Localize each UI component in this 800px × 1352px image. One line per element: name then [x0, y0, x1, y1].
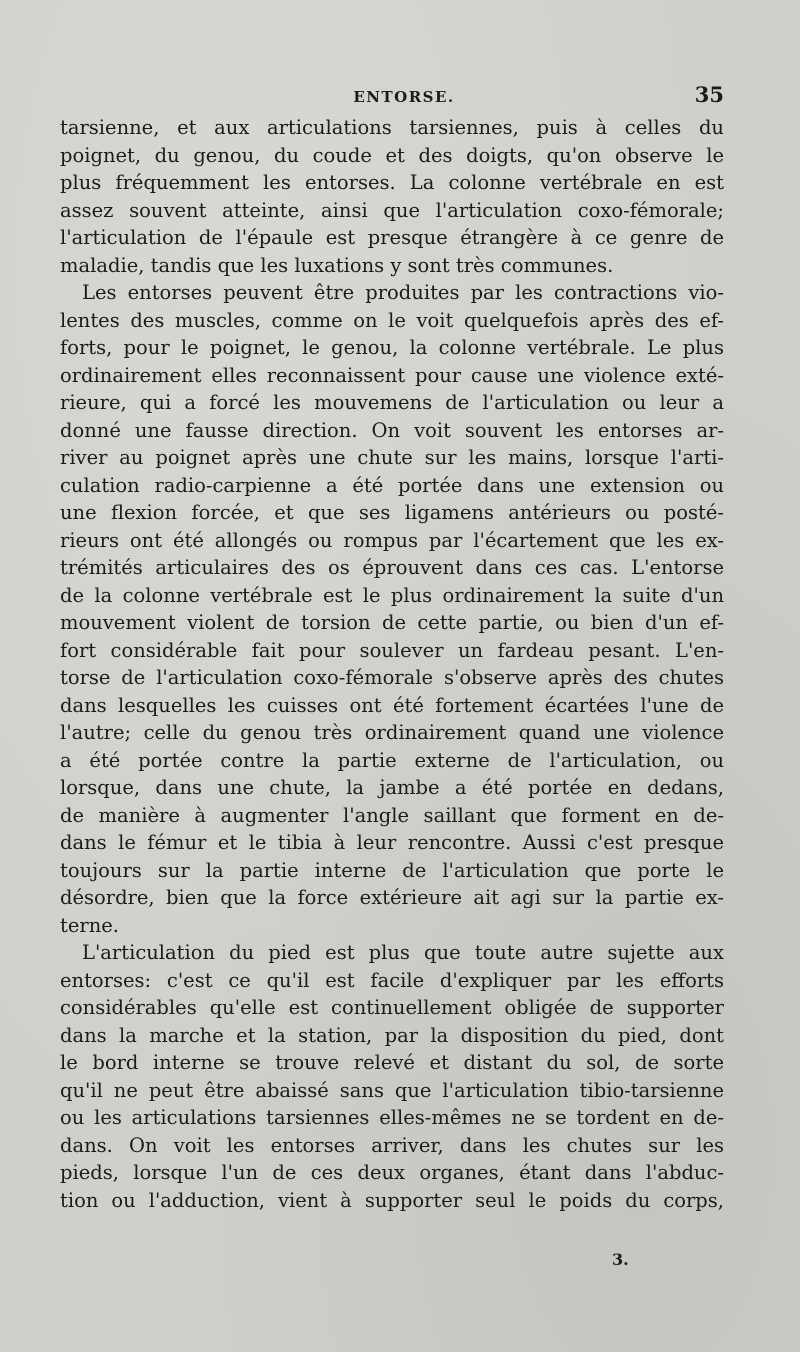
text-line: plus fréquemment les entorses. La colonne vertébrale en est	[60, 171, 724, 194]
text-line: dans. On voit les entorses arriver, dans les chutes sur les	[60, 1133, 724, 1157]
text-line: ordinairement elles reconnaissent pour cause une violence exté-	[60, 363, 724, 387]
text-line: tarsienne, et aux articulations tarsiennes, puis à celles du	[60, 116, 724, 139]
text-line: lentes des muscles, comme on le voit quelquefois après des ef-	[60, 308, 724, 332]
signature-mark: 3.	[612, 1250, 629, 1269]
text-line: dans le fémur et le tibia à leur rencontre. Aussi c'est presque	[60, 831, 724, 854]
body-text	[60, 114, 724, 1214]
text-line: lorsque, dans une chute, la jambe a été portée en dedans,	[60, 776, 724, 799]
text-line: maladie, tandis que les luxations y sont très communes.	[60, 253, 614, 277]
text-line: forts, pour le poignet, le genou, la colonne vertébrale. Le plus	[60, 336, 724, 359]
text-line: terne.	[60, 913, 119, 937]
text-line: rieure, qui a forcé les mouvemens de l'articulation ou leur a	[60, 391, 724, 414]
text-line: l'autre; celle du genou très ordinairement quand une violence	[60, 721, 724, 744]
text-line: Les entorses peuvent être produites par les contractions vio-	[82, 281, 724, 304]
text-line: de la colonne vertébrale est le plus ordinairement la suite d'un	[60, 583, 724, 607]
text-line: le bord interne se trouve relevé et distant du sol, de sorte	[60, 1051, 724, 1074]
text-line: tion ou l'adduction, vient à supporter seul le poids du corps,	[60, 1188, 724, 1212]
text-line: ou les articulations tarsiennes elles-mêmes ne se tordent en de-	[60, 1106, 724, 1129]
text-line: désordre, bien que la force extérieure ait agi sur la partie ex-	[60, 886, 724, 909]
text-line: qu'il ne peut être abaissé sans que l'articulation tibio-tarsienne	[60, 1078, 724, 1102]
text-line: poignet, du genou, du coude et des doigts, qu'on observe le	[60, 143, 724, 167]
text-line: mouvement violent de torsion de cette partie, ou bien d'un ef-	[60, 611, 724, 634]
text-line: L'articulation du pied est plus que toute autre sujette aux	[82, 941, 724, 964]
text-line: assez souvent atteinte, ainsi que l'articulation coxo-fémorale;	[60, 198, 724, 222]
text-line: trémités articulaires des os éprouvent dans ces cas. L'entorse	[60, 556, 724, 579]
text-line: de manière à augmenter l'angle saillant que forment en de-	[60, 803, 724, 827]
text-line: torse de l'articulation coxo-fémorale s'observe après des chutes	[60, 666, 724, 689]
text-line: pieds, lorsque l'un de ces deux organes, étant dans l'abduc-	[60, 1161, 724, 1184]
text-line: dans la marche et la station, par la disposition du pied, dont	[60, 1023, 724, 1047]
text-line: l'articulation de l'épaule est presque étrangère à ce genre de	[60, 226, 724, 249]
text-line: river au poignet après une chute sur les mains, lorsque l'arti-	[60, 446, 724, 469]
running-title: ENTORSE.	[353, 88, 455, 106]
text-line: a été portée contre la partie externe de l'articulation, ou	[60, 748, 724, 772]
page-number: 35	[694, 82, 724, 107]
text-line: entorses: c'est ce qu'il est facile d'expliquer par les efforts	[60, 968, 724, 992]
running-head	[60, 82, 724, 116]
text-line: considérables qu'elle est continuellement obligée de supporter	[60, 996, 724, 1019]
text-line: donné une fausse direction. On voit souvent les entorses ar-	[60, 418, 724, 442]
text-line: fort considérable fait pour soulever un fardeau pesant. L'en-	[60, 638, 724, 662]
text-line: rieurs ont été allongés ou rompus par l'écartement que les ex-	[60, 528, 724, 552]
text-line: dans lesquelles les cuisses ont été fortement écartées l'une de	[60, 693, 724, 717]
text-line: une flexion forcée, et que ses ligamens antérieurs ou posté-	[60, 501, 724, 524]
text-line: culation radio-carpienne a été portée dans une extension ou	[60, 473, 724, 497]
text-line: toujours sur la partie interne de l'articulation que porte le	[60, 858, 724, 882]
